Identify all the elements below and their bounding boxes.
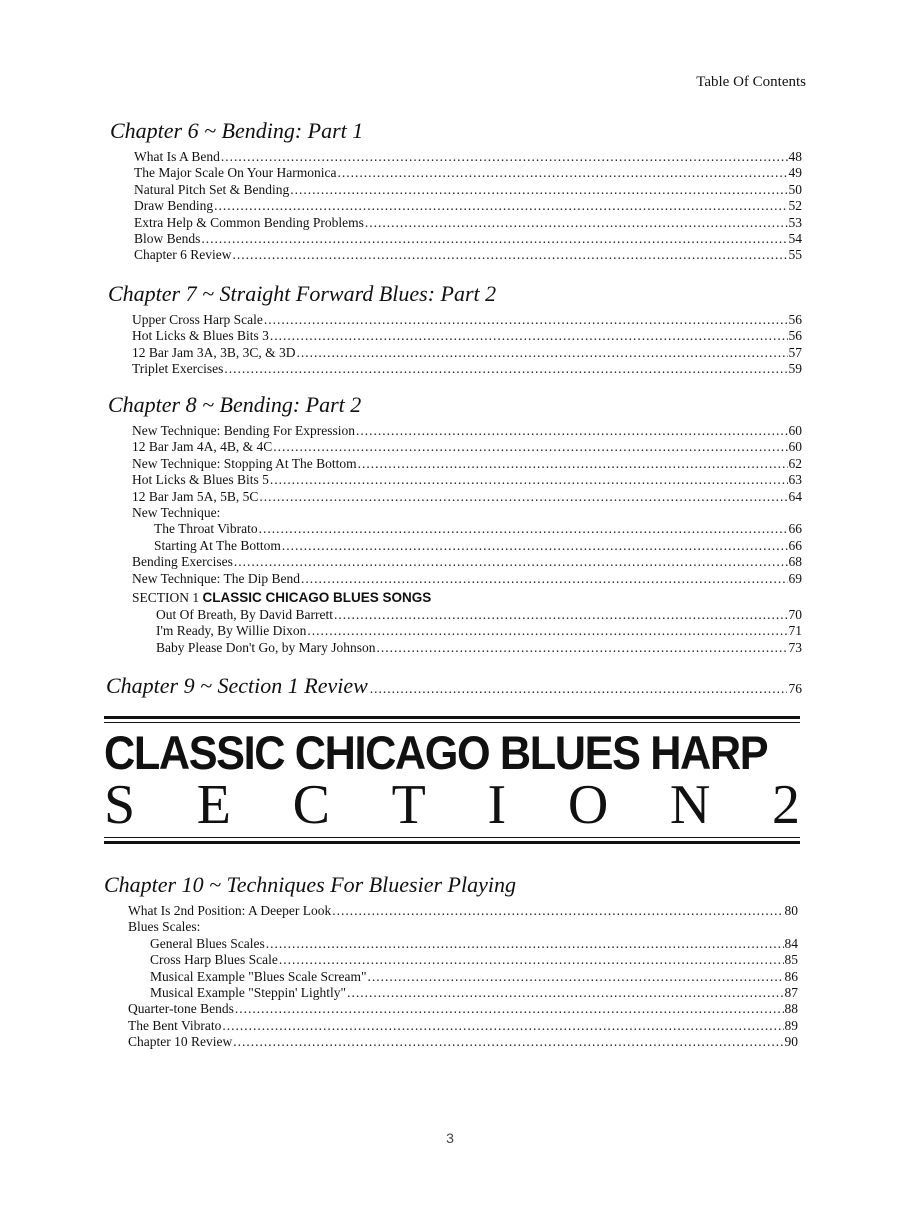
divider <box>104 837 800 838</box>
toc-entry[interactable]: 12 Bar Jam 3A, 3B, 3C, & 3D ..... 57 <box>132 345 802 361</box>
chapter-title: Chapter 9 ~ Section 1 Review <box>106 673 368 698</box>
toc-entry[interactable]: Hot Licks & Blues Bits 5 ..... 63 <box>132 472 802 488</box>
chapter-6-entries <box>134 149 802 264</box>
toc-entry[interactable]: New Technique: The Dip Bend ..... 69 <box>132 571 802 587</box>
section-2-banner <box>104 716 800 844</box>
banner-letter: 2 <box>772 774 800 836</box>
toc-entry[interactable]: Starting At The Bottom ..... 66 <box>132 538 802 554</box>
toc-entry[interactable]: Chapter 10 Review ..... 90 <box>128 1034 798 1050</box>
toc-entry[interactable]: What Is A Bend ..... 48 <box>134 149 802 165</box>
section-1-label: SECTION 1 CLASSIC CHICAGO BLUES SONGS <box>132 589 432 605</box>
toc-entry[interactable]: Quarter-tone Bends ..... 88 <box>128 1001 798 1017</box>
banner-letter: T <box>391 774 426 836</box>
toc-entry[interactable]: What Is 2nd Position: A Deeper Look ..... 80 <box>128 903 798 919</box>
banner-letter: N <box>669 774 711 836</box>
toc-entry[interactable]: Out Of Breath, By David Barrett ..... 70 <box>156 607 802 623</box>
toc-entry[interactable]: General Blues Scales ..... 84 <box>128 936 798 952</box>
toc-entry[interactable]: The Major Scale On Your Harmonica ..... 49 <box>134 165 802 181</box>
chapter-title: Chapter 6 ~ Bending: Part 1 <box>110 118 364 143</box>
toc-entry[interactable]: Hot Licks & Blues Bits 3 ..... 56 <box>132 328 802 344</box>
section-1-songs <box>156 607 802 656</box>
banner-letter: C <box>292 774 331 836</box>
chapter-title: Chapter 7 ~ Straight Forward Blues: Part 2 <box>108 281 497 306</box>
toc-entry[interactable]: Baby Please Don't Go, by Mary Johnson ..... 73 <box>156 640 802 656</box>
banner-letter: I <box>487 774 507 836</box>
chapter-8 <box>108 391 802 656</box>
chapter-title: Chapter 8 ~ Bending: Part 2 <box>108 392 362 417</box>
divider <box>104 841 800 844</box>
chapter-7-entries <box>132 312 802 378</box>
divider <box>104 716 800 719</box>
toc-entry[interactable]: Chapter 6 Review ..... 55 <box>134 247 802 263</box>
toc-entry[interactable]: Natural Pitch Set & Bending ..... 50 <box>134 182 802 198</box>
toc-entry[interactable]: Triplet Exercises ..... 59 <box>132 361 802 377</box>
page-ref: 76 <box>788 681 802 696</box>
chapter-8-entries <box>132 423 802 587</box>
toc-entry[interactable]: Extra Help & Common Bending Problems ..... 53 <box>134 215 802 231</box>
toc-entry[interactable]: 12 Bar Jam 5A, 5B, 5C ..... 64 <box>132 489 802 505</box>
toc-entry[interactable]: New Technique: Stopping At The Bottom ..... 62 <box>132 456 802 472</box>
page-number: 3 <box>446 1130 454 1146</box>
chapter-7 <box>108 280 802 378</box>
toc-entry[interactable]: Upper Cross Harp Scale ..... 56 <box>132 312 802 328</box>
toc-entry[interactable]: Cross Harp Blues Scale ..... 85 <box>128 952 798 968</box>
banner-title: CLASSIC CHICAGO BLUES HARP <box>104 726 768 779</box>
toc-group-label: New Technique: <box>132 504 221 520</box>
toc-entry[interactable]: Bending Exercises ..... 68 <box>132 554 802 570</box>
running-header: Table Of Contents <box>696 74 806 90</box>
banner-letter: S <box>104 774 136 836</box>
toc-entry[interactable]: The Bent Vibrato ..... 89 <box>128 1018 798 1034</box>
chapter-title: Chapter 10 ~ Techniques For Bluesier Playing <box>104 872 516 897</box>
banner-section-letters <box>104 774 800 836</box>
toc-entry[interactable]: 12 Bar Jam 4A, 4B, & 4C ..... 60 <box>132 439 802 455</box>
toc-entry[interactable]: Musical Example "Blues Scale Scream" ..... 86 <box>128 969 798 985</box>
toc-entry[interactable]: I'm Ready, By Willie Dixon ..... 71 <box>156 623 802 639</box>
chapter-10 <box>104 871 798 1051</box>
divider <box>104 722 800 723</box>
banner-letter: E <box>196 774 232 836</box>
chapter-6 <box>110 117 802 264</box>
chapter-10-entries <box>128 903 798 1051</box>
toc-entry[interactable]: Musical Example "Steppin' Lightly" ..... 87 <box>128 985 798 1001</box>
toc-entry[interactable]: The Throat Vibrato ..... 66 <box>132 521 802 537</box>
chapter-9[interactable] <box>106 673 802 699</box>
toc-group-label: Blues Scales: <box>128 919 201 935</box>
toc-entry[interactable]: Blow Bends ..... 54 <box>134 231 802 247</box>
banner-letter: O <box>567 774 609 836</box>
toc-entry[interactable]: New Technique: Bending For Expression ..... 60 <box>132 423 802 439</box>
toc-entry[interactable]: Draw Bending ..... 52 <box>134 198 802 214</box>
